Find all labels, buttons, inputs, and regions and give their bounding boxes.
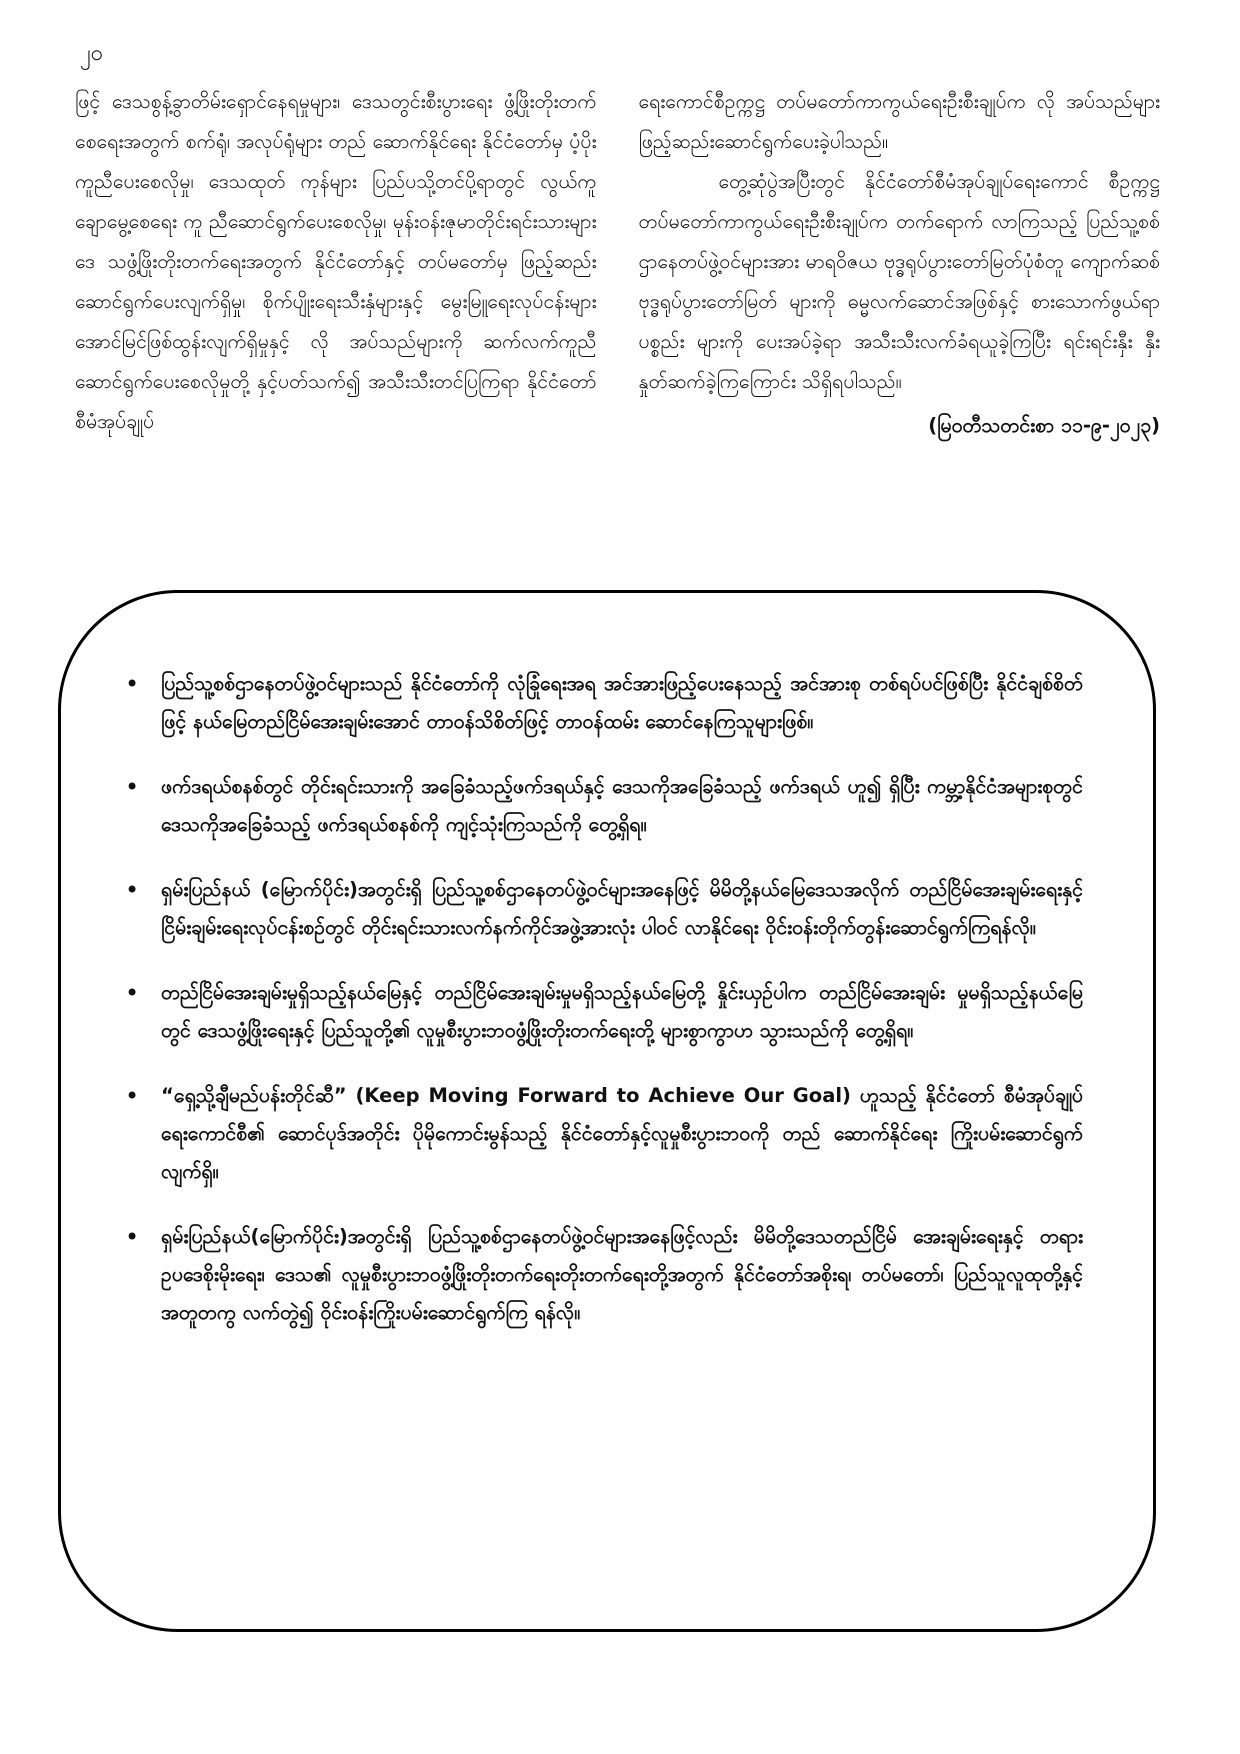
article-right-column — [639, 82, 1161, 446]
summary-point-text: တည်ငြိမ်အေးချမ်းမှုရှိသည့်နယ်မြေနှင့် တည်ငြိမ်အေးချမ်းမှုမရှိသည့်နယ်မြေတို့ နှိုင်းယှဉ်ပါက တည်ငြိမ်အေးချမ်း မှုမရှိသည့်နယ်မြေတွင် ဒေသဖွံ့ဖြိုးရေးနှင့် ပြည်သူတို့၏ လူမှုစီးပွားဘဝဖွံ့ဖြိုးတိုးတက်ရေးတို့ များစွာကွာဟ သွားသည်ကို တွေ့ရှိရ။ — [161, 981, 1083, 1042]
summary-point-text: “ရှေ့သို့ချီမည်ပန်းတိုင်ဆီ” (Keep Moving Forward to Achieve Our Goal) ဟူသည့် နိုင်ငံတော် စီမံအုပ်ချုပ်ရေးကောင်စီ၏ ဆောင်ပုဒ်အတိုင်း ပိုမိုကောင်းမွန်သည့် နိုင်ငံတော်နှင့်လူမှုစီးပွားဘဝကို တည် ဆောက်နိုင်ရေး ကြိုးပမ်းဆောင်ရွက်လျက်ရှိ။ — [161, 1084, 1083, 1183]
summary-box — [58, 590, 1156, 1632]
summary-point-text: ရှမ်းပြည်နယ်(မြောက်ပိုင်း)အတွင်းရှိ ပြည်သူ့စစ်ဌာနေတပ်ဖွဲ့ဝင်များအနေဖြင့်လည်း မိမိတို့ဒေသတည်ငြိမ် အေးချမ်းရေးနှင့် တရားဥပဒေစိုးမိုးရေး၊ ဒေသ၏ လူမှုစီးပွားဘဝဖွံ့ဖြိုးတိုးတက်ရေးတိုးတက်ရေးတို့အတွက် နိုင်ငံတော်အစိုးရ၊ တပ်မတော်၊ ပြည်သူလူထုတို့နှင့်အတူတကွ လက်တွဲ၍ ဝိုင်းဝန်းကြိုးပမ်းဆောင်ရွက်ကြ ရန်လို။ — [161, 1225, 1083, 1324]
bullet-icon: • — [125, 1223, 140, 1251]
article-left-column — [75, 82, 597, 446]
summary-point — [125, 1218, 1083, 1332]
bullet-icon: • — [125, 979, 140, 1007]
summary-point — [125, 665, 1083, 741]
article-paragraph: ဖြင့် ဒေသစွန့်ခွာတိမ်းရှောင်နေရမှုများ၊ ဒေသတွင်းစီးပွားရေး ဖွံ့ဖြိုးတိုးတက်စေရေးအတွက် စက်ရုံ၊ အလုပ်ရုံများ တည် ဆောက်နိုင်ရေး နိုင်ငံတော်မှ ပံ့ပိုးကူညီပေးစေလိုမှု၊ ဒေသထုတ် ကုန်များ ပြည်ပသို့တင်ပို့ရာတွင် လွယ်ကူချောမွေ့စေရေး ကူ ညီဆောင်ရွက်ပေးစေလိုမှု၊ မုန်းဝန်းဇုမာတိုင်းရင်းသားများဒေ သဖွံ့ဖြိုးတိုးတက်ရေးအတွက် နိုင်ငံတော်နှင့် တပ်မတော်မှ ဖြည့်ဆည်းဆောင်ရွက်ပေးလျက်ရှိမှု၊ စိုက်ပျိုးရေးသီးနှံများနှင့် မွေးမြူရေးလုပ်ငန်းများ အောင်မြင်ဖြစ်ထွန်းလျက်ရှိမှုနှင့် လို အပ်သည်များကို ဆက်လက်ကူညီဆောင်ရွက်ပေးစေလိုမှုတို့ နှင့်ပတ်သက်၍ အသီးသီးတင်ပြကြရာ နိုင်ငံတော်စီမံအုပ်ချုပ် — [75, 90, 597, 433]
summary-point-text: ဖက်ဒရယ်စနစ်တွင် တိုင်းရင်းသားကို အခြေခံသည့်ဖက်ဒရယ်နှင့် ဒေသကိုအခြေခံသည့် ဖက်ဒရယ် ဟူ၍ ရှိပြီး ကမ္ဘာ့နိုင်ငံအများစုတွင် ဒေသကိုအခြေခံသည့် ဖက်ဒရယ်စနစ်ကို ကျင့်သုံးကြသည်ကို တွေ့ရှိရ။ — [161, 775, 1083, 836]
bullet-icon: • — [125, 670, 140, 698]
bullet-icon: • — [125, 876, 140, 904]
article-columns — [75, 82, 1160, 446]
summary-point — [125, 768, 1083, 844]
summary-list — [125, 665, 1083, 1332]
article-source: (မြဝတီသတင်းစာ ၁၁-၉-၂၀၂၃) — [928, 414, 1160, 437]
summary-point-text: ပြည်သူ့စစ်ဌာနေတပ်ဖွဲ့ဝင်များသည် နိုင်ငံတော်ကို လုံခြုံရေးအရ အင်အားဖြည့်ပေးနေသည့် အင်အားစု တစ်ရပ်ပင်ဖြစ်ပြီး နိုင်ငံချစ်စိတ်ဖြင့် နယ်မြေတည်ငြိမ်အေးချမ်းအောင် တာဝန်သိစိတ်ဖြင့် တာဝန်ထမ်း ဆောင်နေကြသူများဖြစ်။ — [161, 672, 1083, 733]
bullet-icon: • — [125, 1082, 140, 1110]
article-paragraph: ရေးကောင်စီဥက္ကဋ္ဌ တပ်မတော်ကာကွယ်ရေးဦးစီးချုပ်က လို အပ်သည်များ ဖြည့်ဆည်းဆောင်ရွက်ပေးခဲ့ပါသည်။ — [638, 90, 1160, 153]
summary-point-text: ရှမ်းပြည်နယ် (မြောက်ပိုင်း)အတွင်းရှိ ပြည်သူ့စစ်ဌာနေတပ်ဖွဲ့ဝင်များအနေဖြင့် မိမိတို့နယ်မြေဒေသအလိုက် တည်ငြိမ်အေးချမ်းရေးနှင့် ငြိမ်းချမ်းရေးလုပ်ငန်းစဉ်တွင် တိုင်းရင်းသားလက်နက်ကိုင်အဖွဲ့အားလုံး ပါဝင် လာနိုင်ရေး ဝိုင်းဝန်းတိုက်တွန်းဆောင်ရွက်ကြရန်လို။ — [161, 878, 1083, 939]
summary-point — [125, 1077, 1083, 1191]
page-number: ၂၀ — [80, 41, 104, 66]
bullet-icon: • — [125, 773, 140, 801]
summary-point — [125, 871, 1083, 947]
article-paragraph: တွေ့ဆုံပွဲအပြီးတွင် နိုင်ငံတော်စီမံအုပ်ချုပ်ရေးကောင် စီဥက္ကဋ္ဌ တပ်မတော်ကာကွယ်ရေးဦးစီးချုပ်က တက်ရောက် လာကြသည့် ပြည်သူ့စစ်ဌာနေတပ်ဖွဲ့ဝင်များအား မာရဝိဇယ ဗုဒ္ဓရုပ်ပွားတော်မြတ်ပုံစံတူ ကျောက်ဆစ်ဗုဒ္ဓရုပ်ပွားတော်မြတ် များကို ဓမ္မလက်ဆောင်အဖြစ်နှင့် စားသောက်ဖွယ်ရာပစ္စည်း များကို ပေးအပ်ခဲ့ရာ အသီးသီးလက်ခံရယူခဲ့ကြပြီး ရင်းရင်းနှီး နှီး နှုတ်ဆက်ခဲ့ကြကြောင်း သိရှိရပါသည်။ — [638, 170, 1160, 393]
summary-point — [125, 974, 1083, 1050]
